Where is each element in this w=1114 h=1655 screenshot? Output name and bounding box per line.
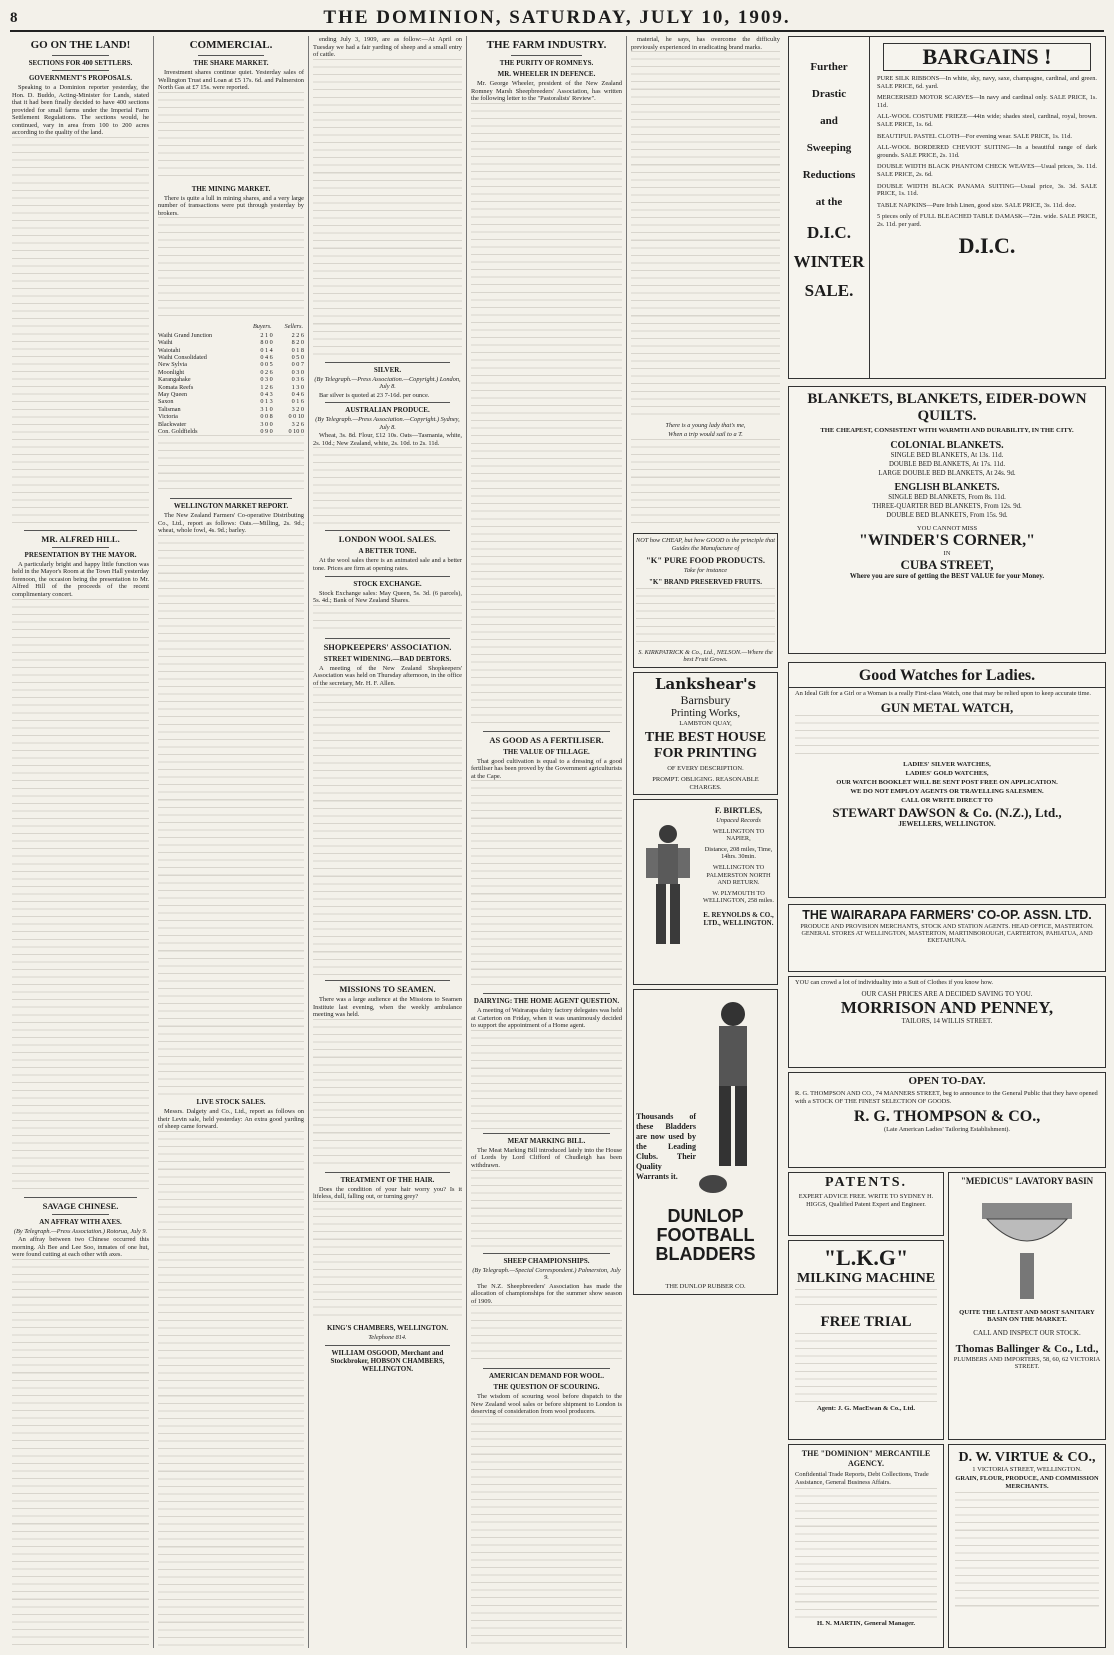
table-row [158,347,304,354]
table-row [158,361,304,368]
subhead-sections: SECTIONS FOR 400 SETTLERS. [28,59,133,67]
ad-body-text [795,1333,937,1403]
k-ad-brand-fruits: "K" BRAND PRESERVED FRUITS. [649,577,762,586]
open-today-heading: OPEN TO-DAY. [908,1075,986,1087]
subhead-scouring: THE QUESTION OF SCOURING. [493,1383,600,1392]
article-paragraph: Bar silver is quoted at 23 7-16d. per ounce. [319,391,430,399]
headline-alfred-hill: MR. ALFRED HILL. [41,533,120,544]
article-body-text [471,103,622,728]
table-cell: Waiotahi [158,346,181,354]
birtles-record: W. PLYMOUTH TO WELLINGTON, 258 miles. [703,889,774,905]
table-row [158,428,304,435]
stewart-dawson-name: STEWART DAWSON & Co. (N.Z.), Ltd., [832,804,1062,820]
bargains-heading: BARGAINS ! [883,43,1091,71]
mining-share-table [158,322,304,435]
newspaper-title: THE DOMINION, SATURDAY, JULY 10, 1909. [323,7,791,28]
medicus-text: QUITE THE LATEST AND MOST SANITARY BASIN ON THE MARKET. [959,1309,1095,1323]
article-body-text [313,59,462,359]
headline-silver: SILVER. [373,365,402,374]
headline-dairying: DAIRYING: THE HOME AGENT QUESTION. [473,997,620,1006]
bargain-item: ALL-WOOL BORDERED CHEVIOT SUITING—In a beautiful range of dark grounds. SALE PRICE, 2s. 11d. [877,144,1097,159]
rg-thompson-name: R. G. THOMPSON & CO., [853,1108,1041,1125]
table-cell: Moonlight [158,368,185,376]
lankshear-ad [633,672,778,795]
bargain-item: BEAUTIFUL PASTEL CLOTH—For evening wear. SALE PRICE, 1s. 11d. [877,132,1073,140]
winders-footer: Where you are sure of getting the BEST VALUE for your Money. [849,572,1045,580]
dateline: (By Telegraph.—Press Association.) Rotorua, July 9. [13,1227,148,1235]
subhead-government: GOVERNMENT'S PROPOSALS. [28,74,133,82]
bargain-item: PURE SILK RIBBONS—In white, sky, navy, saxe, champagne, cardinal, and green. SALE PRICE, 6d. yard. [877,75,1097,90]
dunlop-ad [633,989,778,1295]
patents-heading: PATENTS. [825,1175,907,1190]
table-cell: 3 2 0 [291,405,304,413]
table-cell: Talisman [158,405,181,413]
table-cell: 0 4 6 [291,390,304,398]
watches-line: LADIES' SILVER WATCHES, [903,760,991,768]
dunlop-football-bladders: DUNLOP FOOTBALL BLADDERS [655,1206,756,1265]
headline-commercial: COMMERCIAL. [189,39,273,51]
blankets-sub: THE CHEAPEST, CONSISTENT WITH WARMTH AND DURABILITY, IN THE CITY. [820,427,1074,434]
table-row [158,332,304,339]
rg-thompson-ad [788,1072,1106,1168]
subhead-street-widening: STREET WIDENING.—BAD DEBTORS. [323,654,452,663]
subhead-live-stock: LIVE STOCK SALES. [196,1098,266,1107]
wairarapa-stores: GENERAL STORES AT WELLINGTON, MASTERTON, MARTINBOROUGH, CARTERTON, PAHIATUA, AND EKETAHUNA. [801,930,1093,944]
patents-text: EXPERT ADVICE FREE. WRITE TO SYDNEY H. HIGGS, Qualified Patent Expert and Engineer. [798,1193,934,1208]
medicus-call: CALL AND INSPECT OUR STOCK. [973,1329,1081,1337]
reynolds-agent: E. REYNOLDS & CO., LTD., WELLINGTON. [703,911,774,927]
headline-good-fertiliser: AS GOOD AS A FERTILISER. [489,734,604,745]
article-paragraph: Mr. George Wheeler, president of the New Zealand Romney Marsh Sheepbreeders' Association, has written the following letter to the "Pastoralists' Review". [471,80,622,103]
bargain-item: MERCERISED MOTOR SCARVES—In navy and cardinal only. SALE PRICE, 1s. 11d. [877,94,1097,109]
morrison-penney-name: MORRISON AND PENNEY, [840,997,1054,1017]
article-paragraph: Investment shares continue quiet. Yesterday sales of Wellington Trust and Loan at £5 17s. 6d. and Palmerston North Gas at £7 15s. were reported. [158,69,304,92]
lankshear-footer: PROMPT. OBLIGING. REASONABLE CHARGES. [652,776,759,791]
table-cell: 0 9 0 [260,427,273,435]
table-cell: 0 5 0 [291,353,304,361]
english-blanket-line: SINGLE BED BLANKETS, From 8s. 11d. [888,494,1006,501]
dunlop-company: THE DUNLOP RUBBER CO. [665,1282,746,1290]
lkg-heading: "L.K.G" [823,1245,909,1270]
advert-column [788,36,1106,1648]
subhead-better-tone: A BETTER TONE. [358,547,417,556]
headline-australian-produce: AUSTRALIAN PRODUCE. [345,406,430,415]
k-ad-footer: S. KIRKPATRICK & Co., Ltd., NELSON.—Where the best Fruit Grows. [638,648,773,664]
virtue-address: 1 VICTORIA STREET, WELLINGTON. [972,1466,1082,1473]
watches-heading: Good Watches for Ladies. [789,666,1105,688]
winders-corner: "WINDER'S CORNER," [858,532,1035,549]
table-row [158,376,304,383]
jewellers-wellington: JEWELLERS, WELLINGTON. [898,819,996,828]
headline-treatment-hair: TREATMENT OF THE HAIR. [340,1175,435,1184]
table-cell: 0 10 0 [288,427,304,435]
morrison-penney-ad [788,976,1106,1068]
k-brand-ad [633,533,778,668]
table-cell: 0 1 4 [260,346,273,354]
subhead-tillage: THE VALUE OF TILLAGE. [503,747,590,756]
winders-pre: YOU CANNOT MISS [916,525,978,532]
k-ad-intro: NOT how CHEAP, but how GOOD is the principle that Guides the Manufacture of [636,537,776,552]
article-body-text [313,1019,462,1169]
colonial-blanket-line: LARGE DOUBLE BED BLANKETS, At 24s. 9d. [878,470,1016,477]
lankshear-works: Printing Works, [670,706,741,719]
column-3 [308,36,466,1648]
article-body-text [158,435,304,495]
article-paragraph: Speaking to a Dominion reporter yesterday, the Hon. D. Buddo, Acting-Minister for Lands, stated that it had been finally decided to have 400 sections provided for small farms under the Imperial Farm Settlement Regulations. The sections would, he continued, vary in area from 100 to 200 acres according to the quality of the land. [12,84,149,137]
table-cell: 0 4 6 [260,353,273,361]
table-cell: Victoria [158,413,178,421]
lkg-agent: Agent: J. G. MacEwan & Co., Ltd. [817,1405,915,1412]
table-cell: May Queen [158,390,188,398]
table-cell: 2 2 6 [291,331,304,339]
osgood-ad: WILLIAM OSGOOD, Merchant and Stockbroker, HOBSON CHAMBERS, WELLINGTON. [330,1348,445,1373]
subhead-wheeler: MR. WHEELER IN DEFENCE. [497,70,596,78]
cuba-street: CUBA STREET, [900,557,994,572]
lankshear-address: LAMBTON QUAY, [679,719,732,727]
table-cell: 0 1 3 [260,398,273,406]
verse-line: There is a young lady that's me, [665,422,746,430]
ballinger-sub: PLUMBERS AND IMPORTERS, 58, 60, 62 VICTORIA STREET. [953,1356,1101,1370]
subhead-affray: AN AFFRAY WITH AXES. [39,1217,122,1226]
headline-london-wool: LONDON WOOL SALES. [338,534,437,545]
dominion-manager: H. N. MARTIN, General Manager. [816,1620,916,1627]
english-blanket-line: THREE-QUARTER BED BLANKETS, From 12s. 9d. [872,503,1022,510]
kings-chambers: KING'S CHAMBERS, WELLINGTON. [326,1324,449,1333]
headline-farm-industry: THE FARM INDUSTRY. [486,39,607,51]
best-house-printing: THE BEST HOUSE FOR PRINTING [644,730,767,762]
colonial-blankets-list [789,451,1105,478]
dic-side-slogan [789,47,869,310]
article-paragraph: ending July 3, 1909, are as follow:—At April on Tuesday we had a fair yarding of sheep and a small entry of cattle. [313,36,462,59]
dic-side-word: Sweeping [806,142,852,154]
column-2 [153,36,308,1648]
birtles-ad [633,799,778,985]
article-paragraph: A meeting of the New Zealand Shopkeepers' Association was held on Thursday afternoon, in the office of the secretary, Mr. H. F. Allen. [313,664,462,687]
dic-side-word: Reductions [802,169,856,181]
table-cell: 0 3 0 [260,376,273,384]
watches-list [789,760,1105,805]
dunlop-thousands: Thousands of these Bladders are now used by the Leading Clubs. Their Quality Warrants it. [636,1112,696,1182]
ad-body-text [955,1492,1099,1612]
dic-side-word: D.I.C. [807,223,851,242]
subhead-mining-market: THE MINING MARKET. [191,184,271,193]
table-cell: Waihi Grand Junction [158,331,213,339]
article-paragraph: Does the condition of your hair worry you? Is it lifeless, dull, falling out, or turning grey? [313,1185,462,1201]
table-cell: 8 0 0 [260,339,273,347]
article-paragraph: An affray between two Chinese occurred this morning. Ah Bee and Lee Soo, inmates of one hut, were found cutting at each other with axes. [12,1236,149,1259]
headline-stock-exchange: STOCK EXCHANGE. [353,579,422,588]
table-cell: 3 2 6 [291,420,304,428]
colonial-blanket-line: SINGLE BED BLANKETS, At 13s. 11d. [890,452,1004,459]
table-cell: 0 2 6 [260,368,273,376]
table-cell: 0 3 6 [291,376,304,384]
article-paragraph: At the wool sales there is an animated sale and a better tone. Prices are firm at opening rates. [313,557,462,573]
article-paragraph: The New Zealand Farmers' Co-operative Distributing Co., Ltd., report as follows: Oats.—Milling, 2s. 9d.; wheat, whole fowl, 4s. 9d.; barley. [158,512,304,535]
table-cell: Saxon [158,398,174,406]
birtles-name: F. BIRTLES, [714,805,763,816]
table-cell: 0 3 0 [291,368,304,376]
article-body-text [158,217,304,322]
ballinger-name: Thomas Ballinger & Co., Ltd., [955,1343,1099,1355]
mining-table-header: Buyers. [253,323,272,331]
table-cell: 1 3 0 [291,383,304,391]
dateline: (By Telegraph.—Press Association.—Copyright.) London, July 8. [314,375,461,391]
lankshear-barnsbury: Barnsbury [680,692,731,707]
dic-side-word: Drastic [811,88,847,100]
article-body-text [313,447,462,527]
k-ad-brand: "K" PURE FOOD PRODUCTS. [646,555,765,566]
lankshear-name: Lankshear's [654,674,757,693]
article-paragraph: Messrs. Dalgety and Co., Ltd., report as follows on their Levin sale, held yesterday: An extra good yarding of sheep came forward. [158,1108,304,1131]
medicus-heading: "MEDICUS" LAVATORY BASIN [960,1176,1094,1186]
dic-side-word: WINTER [793,252,865,271]
headline-american-wool: AMERICAN DEMAND FOR WOOL. [489,1372,604,1381]
dic-side-word: and [820,115,838,127]
masthead [10,6,1104,32]
table-cell: Waihi [158,339,173,347]
footballer-illustration-icon [693,994,773,1224]
virtue-text: GRAIN, FLOUR, PRODUCE, AND COMMISSION MERCHANTS. [955,1475,1099,1490]
subhead-presentation: PRESENTATION BY THE MAYOR. [24,550,137,559]
headline-savage-chinese: SAVAGE CHINESE. [42,1200,119,1211]
article-body-text [158,535,304,1095]
mp-intro: YOU can crowd a lot of individuality into a Suit of Clothes if you know how. [795,979,994,986]
thompson-text: R. G. THOMPSON AND CO., 74 MANNERS STREET, beg to announce to the General Public that they have opened with a STOCK OF THE FINEST SELECTION OF GOODS. [795,1090,1098,1105]
watches-line: CALL OR WRITE DIRECT TO [901,796,993,804]
patents-ad [788,1172,944,1236]
watches-line: OUR WATCH BOOKLET WILL BE SENT POST FREE ON APPLICATION. [836,778,1058,786]
birtles-record: WELLINGTON TO NAPIER, [712,827,765,843]
birtles-record: WELLINGTON TO PALMERSTON NORTH AND RETURN. [706,864,771,887]
table-cell: Karangahake [158,376,191,384]
table-row [158,391,304,398]
table-cell: 0 1 6 [291,398,304,406]
table-cell: 0 4 3 [260,390,273,398]
bargain-item: DOUBLE WIDTH BLACK PANAMA SUITING—Usual price, 3s. 3d. SALE PRICE, 1s. 11d. [877,182,1097,198]
bargain-item: DOUBLE WIDTH BLACK PHANTOM CHECK WEAVES—Usual prices, 3s. 11d. SALE PRICE, 2s. 6d. [877,163,1097,178]
dominion-agency-text: Confidential Trade Reports, Debt Collections, Trade Assistance, General Business Affairs. [795,1471,929,1486]
lkg-milking-ad [788,1240,944,1440]
wairarapa-farmers-ad [788,904,1106,972]
headline-shopkeepers: SHOPKEEPERS' ASSOCIATION. [323,641,452,652]
table-cell: 1 2 6 [260,383,273,391]
article-body-text [471,1170,622,1250]
birtles-sub: Unpaced Records [716,817,761,825]
table-cell: New Sylvia [158,361,188,369]
table-cell: Komata Reefs [158,383,194,391]
virtue-ad [948,1444,1106,1648]
article-paragraph: material, he says, has overcome the difficulty previously experienced in eradicating brand marks. [631,36,780,51]
article-paragraph: That good cultivation is equal to a dressing of a good fertiliser has been proved by the Government agriculturists at the Cape. [471,757,622,780]
article-paragraph: There was a large audience at the Missions to Seamen Institute last evening, when the weekly ambulance meeting was held. [313,996,462,1019]
birtles-record: Distance, 208 miles, Time, 14hrs. 30min. [704,845,773,861]
table-cell: 3 1 0 [260,405,273,413]
article-body-text [471,1416,622,1648]
dic-side-word: at the [815,196,843,208]
milking-machine: MILKING MACHINE [796,1271,936,1286]
table-cell: 8 2 0 [291,339,304,347]
bargain-item: 5 pieces only of FULL BLEACHED TABLE DAMASK—72in. wide. SALE PRICE, 2s. 11d. per yard. [877,213,1097,228]
birtles-records [702,828,775,905]
watches-intro: An Ideal Gift for a Girl or a Woman is a really First-class Watch, one that may be relied upon to keep accurate time. [795,690,1091,697]
article-body-text [313,687,462,977]
table-cell: 0 0 8 [260,413,273,421]
headline-missions-seamen: MISSIONS TO SEAMEN. [339,984,436,995]
article-paragraph: The Meat Marking Bill introduced lately into the House of Lords by Lord Clifford of Chudleigh has been withdrawn. [471,1146,622,1170]
article-paragraph: The N.Z. Sheepbreeders' Association has made the allocation of championships for the summer show season of 1909. [471,1282,622,1305]
bargain-item: TABLE NAPKINS—Pure Irish Linen, good size. SALE PRICE, 3s. 11d. doz. [877,201,1077,209]
runner-illustration-icon [636,820,696,960]
lankshear-sub: OF EVERY DESCRIPTION. [667,765,744,773]
dic-side-word: SALE. [804,281,854,300]
article-paragraph: Wheat, 3s. 8d. Flour, £12 10s. Oats—Tasmania, white, 2s. 10d.; New Zealand, white, 2s. 10d. to 2s. 11d. [313,432,462,447]
article-body-text [471,780,622,990]
table-cell: 0 0 7 [291,361,304,369]
article-paragraph: The wisdom of scouring wool before dispatch to the New Zealand wool sales or before shipment to London is deserving of consideration from wool producers. [471,1393,622,1416]
watches-line: LADIES' GOLD WATCHES, [905,769,989,777]
winders-blankets-ad [788,386,1106,654]
article-paragraph: There is quite a lull in mining shares, and a very large number of transactions were put through yesterday by brokers. [158,194,304,217]
article-body-text [471,1305,622,1365]
table-cell: Blackwater [158,420,187,428]
table-cell: Waihi Consolidated [158,353,207,361]
table-row [158,354,304,361]
dateline: (By Telegraph.—Special Correspondent.) Palmerston, July 9. [472,1266,621,1282]
ad-body-text [795,1289,937,1311]
dic-sale-ad [788,36,1106,379]
virtue-name: D. W. VIRTUE & CO., [958,1450,1096,1465]
article-body-text [12,599,149,1194]
thompson-footer: (Late American Ladies' Tailoring Establishment). [883,1126,1011,1133]
gun-metal-watch: GUN METAL WATCH, [880,699,1014,715]
column-1 [8,36,153,1648]
table-row [158,413,304,420]
article-body-text [158,92,304,182]
dic-bargain-list [873,75,1101,229]
free-trial: FREE TRIAL [820,1314,912,1330]
article-body-text [471,1030,622,1130]
table-row [158,406,304,413]
winders-in: IN [943,550,951,557]
headline-meat-marking: MEAT MARKING BILL. [507,1136,586,1145]
table-cell: 0 1 8 [291,346,304,354]
english-blankets-heading: ENGLISH BLANKETS. [894,482,1000,493]
telephone: Telephone 814. [368,1334,407,1342]
article-body-text [631,51,780,421]
dic-logo: D.I.C. [958,232,1016,258]
table-cell: 2 1 0 [260,331,273,339]
dominion-agency-ad [788,1444,944,1648]
article-body-text [12,137,149,527]
article-body-text [158,1131,304,1648]
mining-table-header: Sellers. [284,323,303,331]
dominion-agency-heading: THE "DOMINION" MERCANTILE AGENCY. [801,1449,931,1468]
verse-line: When a trip would sail to a T. [668,430,743,438]
article-body-text [631,439,780,529]
table-row [158,398,304,405]
colonial-blankets-heading: COLONIAL BLANKETS. [890,440,1004,451]
mining-table-header [158,322,241,331]
subhead-wellington-market: WELLINGTON MARKET REPORT. [173,502,289,511]
column-5 [626,36,784,1648]
article-paragraph: Stock Exchange sales: May Queen, 5s. 3d. (6 parcels), 5s. 4d.; Bank of New Zealand Shares. [313,589,462,605]
column-4 [466,36,626,1648]
wairarapa-heading: THE WAIRARAPA FARMERS' CO-OP. ASSN. LTD. [802,908,1092,922]
blankets-heading: BLANKETS, BLANKETS, EIDER-DOWN QUILTS. [807,391,1087,424]
table-row [158,421,304,428]
k-ad-mid: Take for instance [683,567,728,575]
article-body-text [12,1259,149,1648]
article-paragraph: A particularly bright and happy little function was held in the Mayor's Room at the Town Hall yesterday forenoon, the occasion being the presentation to Mr. Alfred Hill of the proceeds of the recent complimentary concert. [12,560,149,599]
mp-cash-prices: OUR CASH PRICES ARE A DECIDED SAVING TO YOU. [861,989,1033,998]
stewart-dawson-ad [788,662,1106,898]
ballinger-ad [948,1172,1106,1440]
article-body-text [313,1201,462,1321]
english-blankets-list [789,493,1105,520]
watches-line: WE DO NOT EMPLOY AGENTS OR TRAVELLING SALESMEN. [850,787,1044,795]
headline-go-on-land: GO ON THE LAND! [30,39,131,51]
table-row [158,384,304,391]
table-cell: Con. Goldfields [158,427,198,435]
colonial-blanket-line: DOUBLE BED BLANKETS, At 17s. 11d. [888,461,1006,468]
table-row [158,339,304,346]
ad-body-text [636,588,775,648]
subhead-purity-romneys: THE PURITY OF ROMNEYS. [499,59,594,67]
table-cell: 0 0 10 [288,413,304,421]
table-cell: 0 0 5 [260,361,273,369]
table-row [158,369,304,376]
headline-sheep-championships: SHEEP CHAMPIONSHIPS. [503,1256,590,1265]
page-number: 8 [10,9,18,26]
bargain-item: ALL-WOOL COSTUME FRIEZE—44in wide; shades steel, cardinal, royal, brown. SALE PRICE, 1s. 6d. [877,113,1097,128]
subhead-share-market: THE SHARE MARKET. [193,59,269,67]
basin-illustration-icon [972,1193,1082,1303]
ad-body-text [795,715,1099,760]
article-body-text [313,605,462,635]
table-cell: 3 0 0 [260,420,273,428]
article-paragraph: A meeting of Wairarapa dairy factory delegates was held at Carterton on Friday, when it was unanimously decided to support the appointment of a Home agent. [471,1007,622,1030]
wairarapa-sub: PRODUCE AND PROVISION MERCHANTS, STOCK AND STATION AGENTS. HEAD OFFICE, MASTERTON. [800,923,1094,930]
dateline: (By Telegraph.—Press Association.—Copyright.) Sydney, July 8. [315,416,460,431]
english-blanket-line: DOUBLE BED BLANKETS, From 15s. 9d. [886,512,1008,519]
ad-body-text [795,1488,937,1618]
mp-address: TAILORS, 14 WILLIS STREET. [901,1017,993,1025]
dic-side-word: Further [810,61,848,73]
